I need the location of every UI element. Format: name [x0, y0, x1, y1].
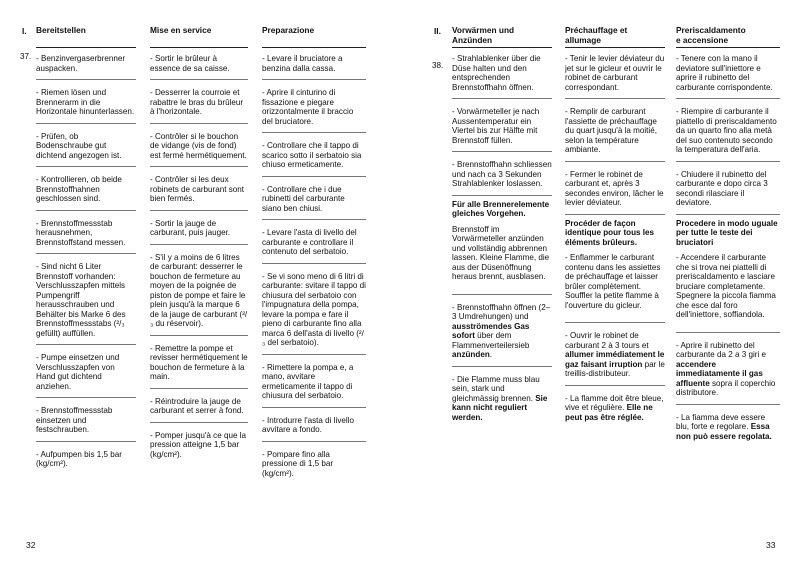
list-item: - Controllare che i due rubinetti del carburante siano ben chiusi. — [262, 184, 345, 213]
list-item: - Riemen lösen und Brennerarm in die Horizontale hinunterlassen. — [36, 88, 135, 116]
column-heading: Mise en service — [150, 26, 248, 48]
list-item: - Aprire il rubinetto del carburante da 2 a 3 giri e accendere immediatamente il gas affluente sopra il coperchio distributore. — [676, 340, 776, 397]
list-item: - Brennstoffmessstab einsetzen und festschrauben. — [36, 406, 113, 434]
list-item: - Tenir le levier déviateur du jet sur le gicleur et ouvrir le robinet de carburant correspondant. — [565, 54, 665, 92]
list-item: - Chiudere il rubinetto del carburante e dopo circa 3 secondi rilasciare il deviatore. — [676, 169, 768, 207]
list-item: - La flamme doit être bleue, vive et régulière. Elle ne peut pas être réglée. — [565, 393, 664, 422]
list-item: - Brennstoffhahn öffnen (2–3 Umdrehungen) und ausströmendes Gas sofort über dem Flammenverteilersieb anzünden. — [452, 302, 551, 359]
list-item: - Pomper jusqu'à ce que la pression atteigne 1,5 bar (kg/cm²). — [150, 430, 247, 459]
list-item: - Fermer le robinet de carburant et, après 3 secondes environ, lâcher le levier déviateur. — [565, 169, 664, 207]
column-french — [150, 26, 248, 459]
column-german — [36, 26, 136, 469]
list-item: - Vorwärmeteller je nach Aussentemperatur ein Viertel bis zur Hälfte mit Brennstoff füllen. — [452, 107, 540, 145]
column-italian — [676, 26, 780, 441]
column-italian — [262, 26, 366, 478]
list-item: - Sortir la jauge de carburant, puis jauger. — [150, 218, 231, 237]
list-item: - Kontrollieren, ob beide Brennstoffhahnen geschlossen sind. — [36, 175, 122, 203]
step-number: 38. — [432, 61, 444, 70]
list-item: - Controllare che il tappo di scarico sotto il serbatoio sia chiuso ermeticamente. — [262, 141, 362, 169]
page-number: 32 — [26, 540, 36, 550]
list-item: - Réintroduire la jauge de carburant et serrer à fond. — [150, 396, 244, 415]
list-item: - Aufpumpen bis 1,5 bar (kg/cm²). — [36, 449, 122, 468]
list-item: - Prüfen, ob Bodenschraube gut dichtend angezogen ist. — [36, 131, 122, 160]
page-right — [400, 0, 800, 568]
list-item: - Enflammer le carburant contenu dans les assiettes de préchauffage et laisser brûler complètement. Souffler la petite flamme à l'ouverture du gicleur. — [565, 253, 661, 310]
section-number: II. — [434, 26, 441, 36]
list-item: - Remplir de carburant l'assiette de préchauffage du quart jusqu'à la moitié, selon la température ambiante. — [565, 107, 657, 154]
list-item: - Brennstoffmessstab herausnehmen, Brennstoffstand messen. — [36, 218, 126, 247]
page-number: 33 — [766, 540, 776, 550]
list-item: - Benzinvergaserbrenner auspacken. — [36, 54, 126, 73]
subheading: Procedere in modo uguale per tutte le teste dei bruciatori — [676, 218, 778, 247]
column-heading: Preparazione — [262, 26, 366, 48]
list-item: Brennstoff im Vorwärmeteller anzünden und vollständig abbrennen lassen. Kleine Flamme, die aus der Düsenöffnung heraus brennt, ausblasen. — [452, 224, 550, 281]
list-item: - Ouvrir le robinet de carburant 2 à 3 tours et allumer immédiatement le gaz faisant irruption par le treillis-distributeur. — [565, 331, 665, 378]
list-item: - S'il y a moins de 6 litres de carburant: desserrer le bouchon de fermeture au moyen de la poignée de piston de pompe et faire le plein jusqu'à la marque 6 de la jauge de carburant (²/₃ du réservoir). — [150, 252, 248, 328]
column-heading: Préchauffage et allumage — [565, 26, 665, 48]
step-number: 37. — [20, 52, 32, 61]
list-item: - Accendere il carburante che si trova nei piattelli di preriscaldamento e lasciare bruciare completamente. Spegnere la piccola fiamma che esce dal foro dell'iniettore, soffiandola. — [676, 253, 776, 319]
section-number: I. — [22, 26, 27, 36]
column-heading: Bereitstellen — [36, 26, 136, 48]
list-item: - Contrôler si les deux robinets de carburant sont bien fermés. — [150, 175, 245, 203]
list-item: - Levare l'asta di livello del carburante e controllare il contenuto del serbatoio. — [262, 228, 357, 256]
list-item: - Strahlablenker über die Düse halten und den entsprechenden Brennstoffhahn öffnen. — [452, 54, 541, 92]
list-item: - La fiamma deve essere blu, forte e regolare. Essa non può essere regolata. — [676, 412, 772, 441]
column-heading: Preriscaldamento e accensione — [676, 26, 780, 48]
column-heading: Vorwärmen und Anzünden — [452, 26, 552, 48]
list-item: - Rimettere la pompa e, a mano, avvitare ermeticamente il tappo di chiusura del serbatoio. — [262, 362, 354, 400]
subheading: Procéder de façon identique pour tous les éléments brûleurs. — [565, 218, 655, 247]
list-item: - Pompare fino alla pressione di 1,5 bar (kg/cm²). — [262, 449, 334, 478]
column-german — [452, 26, 552, 422]
list-item: - Die Flamme muss blau sein, stark und gleichmässig brennen. Sie kann nicht reguliert werden. — [452, 374, 548, 422]
list-item: - Contrôler si le bouchon de vidange (vis de fond) est fermé hermétiquement. — [150, 131, 247, 160]
list-item: - Aprire il cinturino di fissazione e piegare orizzontalmente il braccio del bruciatore. — [262, 88, 354, 126]
list-item: - Se vi sono meno di 6 litri di carburante: svitare il tappo di chiusura del serbatoio con l'impugnatura della pompa, levare la pompa e fare il pieno di carburante fino alla marca 6 dell'asta di livello (²/₃ del serbatoio). — [262, 271, 366, 347]
list-item: - Remettre la pompe et revisser hermétiquement le bouchon de fermeture à la main. — [150, 343, 248, 381]
list-item: - Sortir le brûleur à essence de sa caisse. — [150, 54, 230, 73]
list-item: - Riempire di carburante il piattello di preriscaldamento da un quarto fino alla metà del suo contenuto secondo la temperatura dell'aria. — [676, 107, 777, 154]
list-item: - Levare il bruciatore a benzina dalla cassa. — [262, 54, 343, 73]
list-item: - Brennstoffhahn schliessen und nach ca 3 Sekunden Strahlablenker loslassen. — [452, 160, 552, 188]
list-item: - Introdurre l'asta di livello avvitare a fondo. — [262, 415, 354, 434]
list-item: - Tenere con la mano il deviatore sull'iniettore e aprire il rubinetto del carburante corrispondente. — [676, 54, 773, 92]
list-item: - Pumpe einsetzen und Verschlusszapfen von Hand gut dichtend anziehen. — [36, 353, 120, 391]
list-item: - Sind nicht 6 Liter Brennstoff vorhanden: Verschlusszapfen mittels Pumpengriff herausschrauben und Behälter bis Marke 6 des Brennstoffmessstabs (²/₃ gefüllt) auffüllen. — [36, 262, 126, 338]
subheading: Für alle Brennerelemente gleiches Vorgehen. — [452, 199, 550, 218]
list-item: - Desserrer la courroie et rabattre le bras du brûleur à l'horizontale. — [150, 88, 244, 116]
column-french — [565, 26, 665, 422]
